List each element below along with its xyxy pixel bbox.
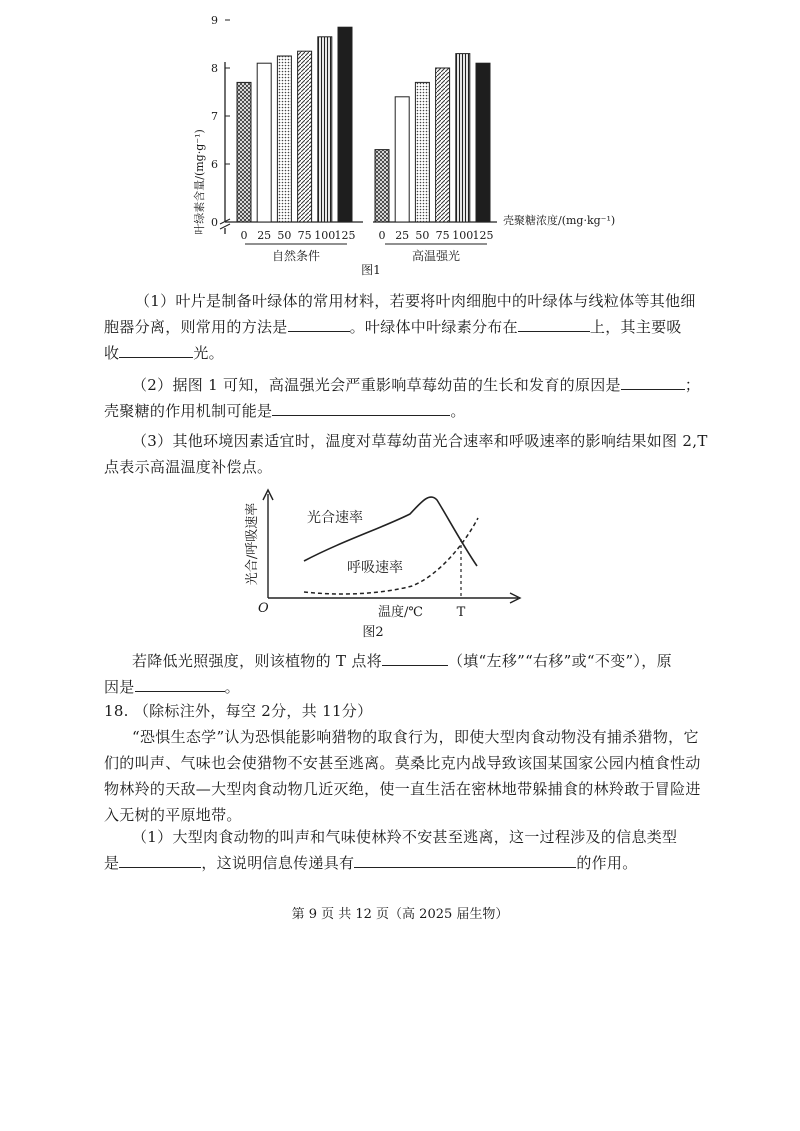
q1-text-c2: 光。	[193, 344, 224, 362]
figure-1-bar-chart	[185, 14, 616, 282]
fig1-ytick-label: 0	[211, 216, 218, 229]
fig2-t-label: T	[456, 605, 466, 620]
q2-blank-mechanism[interactable]	[272, 401, 450, 416]
q3-line-3	[132, 650, 672, 671]
fig1-bar-natural-50	[277, 56, 291, 222]
fig1-xtick-label: 0	[240, 229, 248, 242]
fig1-group-name-1: 高温强光	[411, 249, 461, 263]
fig2-series-label-photosynthesis: 光合速率	[307, 510, 363, 526]
q2-line-2	[104, 400, 466, 421]
fig1-bar-heat-125	[476, 63, 490, 222]
q3-text-c2: （填“左移”“右移”或“不变”），原	[447, 652, 672, 670]
fig1-bar-heat-25	[395, 97, 409, 222]
q3-line-4	[104, 676, 240, 697]
fig1-xtick-label: 50	[277, 229, 292, 242]
q3-text-c1: 若降低光照强度，则该植物的 T 点将	[132, 652, 382, 670]
q2-text-a2: ；	[684, 376, 701, 394]
q2-blank-reason[interactable]	[621, 375, 685, 390]
fig1-group-name-0: 自然条件	[271, 249, 321, 263]
q18-paragraph-line-3: 物林羚的天敌—大型肉食动物几近灭绝，使一直生活在密林地带躲捕食的林羚敢于冒险进	[104, 780, 701, 798]
fig1-xtick-label: 50	[415, 229, 430, 242]
fig2-origin-label: O	[258, 601, 269, 616]
q18-1-blank-info-type[interactable]	[119, 853, 201, 868]
fig2-series-label-respiration: 呼吸速率	[347, 560, 403, 576]
q1-text-c1: 收	[104, 344, 120, 362]
fig1-xtick-label: 25	[257, 229, 272, 242]
q1-text-b2: 。叶绿体中叶绿素分布在	[349, 318, 518, 336]
q18-1-line-1: （1）大型肉食动物的叫声和气味使林羚不安甚至逃离，这一过程涉及的信息类型	[132, 828, 678, 846]
fig2-respiration-curve	[304, 518, 478, 594]
fig1-ytick-label: 8	[211, 62, 218, 75]
fig1-bar-natural-25	[257, 63, 271, 222]
fig1-bar-heat-0	[375, 150, 389, 222]
q2-line-1	[132, 374, 700, 395]
q18-header: 18. （除标注外，每空 2分，共 11分）	[104, 702, 373, 720]
q18-paragraph-line-2: 们的叫声、气味也会使猎物不安甚至逃离。莫桑比克内战导致该国某国家公园内植食性动	[104, 754, 701, 772]
q1-blank-light[interactable]	[119, 343, 193, 358]
fig1-xtick-label: 75	[435, 229, 450, 242]
q3-blank-t-shift[interactable]	[382, 651, 448, 666]
q1-line-2	[104, 316, 682, 337]
fig1-xtick-label: 125	[472, 229, 494, 242]
fig1-bar-natural-0	[237, 82, 251, 222]
fig1-xtick-label: 0	[378, 229, 386, 242]
fig1-bar-natural-125	[338, 27, 352, 222]
q2-text-b2: 。	[450, 402, 466, 420]
fig1-ytick-label: 6	[211, 158, 218, 171]
q3-text-d1: 因是	[104, 678, 135, 696]
q1-line-3	[104, 342, 224, 363]
q18-paragraph-line-4: 入无树的平原地带。	[104, 806, 242, 824]
q1-line-1: （1）叶片是制备叶绿体的常用材料，若要将叶肉细胞中的叶绿体与线粒体等其他细	[135, 292, 696, 310]
q3-line-1: （3）其他环境因素适宜时，温度对草莓幼苗光合速率和呼吸速率的影响结果如图 2,T	[132, 432, 708, 450]
fig2-photosynthesis-curve	[304, 497, 477, 566]
fig1-bar-heat-100	[456, 54, 470, 222]
fig1-ylabel: 叶绿素含量/(mg·g⁻¹)	[193, 129, 206, 235]
q2-text-b1: 壳聚糖的作用机制可能是	[104, 402, 273, 420]
fig2-xlabel: 温度/℃	[378, 605, 423, 620]
q1-text-b3: 上，其主要吸	[589, 318, 682, 336]
fig2-ylabel: 光合/呼吸速率	[245, 502, 260, 586]
fig1-title: 图1	[361, 263, 381, 277]
q18-1-line-2	[104, 852, 638, 873]
fig1-xtick-label: 125	[334, 229, 356, 242]
q18-1-text-b1: 是	[104, 854, 120, 872]
fig1-bar-heat-75	[436, 68, 450, 222]
fig1-xtick-label: 100	[452, 229, 474, 242]
q2-text-a1: （2）据图 1 可知，高温强光会严重影响草莓幼苗的生长和发育的原因是	[132, 376, 621, 394]
q1-blank-method[interactable]	[288, 317, 350, 332]
q3-text-d2: 。	[224, 678, 240, 696]
q1-blank-location[interactable]	[518, 317, 590, 332]
q3-line-2: 点表示高温温度补偿点。	[104, 458, 273, 476]
figure-2-line-chart	[232, 486, 532, 642]
q3-blank-reason[interactable]	[135, 677, 225, 692]
fig1-xtick-label: 100	[314, 229, 336, 242]
q1-text-b1: 胞器分离，则常用的方法是	[104, 318, 288, 336]
q18-1-text-b3: 的作用。	[576, 854, 638, 872]
fig1-bar-natural-75	[298, 51, 312, 222]
page-footer: 第 9 页 共 12 页（高 2025 届生物）	[291, 907, 509, 922]
fig1-xtick-label: 75	[297, 229, 312, 242]
fig1-xlabel: 壳聚糖浓度/(mg·kg⁻¹)	[503, 214, 616, 227]
fig2-title: 图2	[362, 625, 384, 640]
q18-1-text-b2: ，这说明信息传递具有	[201, 854, 355, 872]
fig1-bar-heat-50	[415, 82, 429, 222]
fig1-bar-natural-100	[318, 37, 332, 222]
fig1-ytick-label: 9	[211, 14, 218, 27]
fig1-xtick-label: 25	[395, 229, 410, 242]
q18-paragraph-line-1: “恐惧生态学”认为恐惧能影响猎物的取食行为，即使大型肉食动物没有捕杀猎物，它	[132, 728, 699, 746]
fig1-ytick-label: 7	[211, 110, 218, 123]
q18-1-blank-function[interactable]	[354, 853, 576, 868]
